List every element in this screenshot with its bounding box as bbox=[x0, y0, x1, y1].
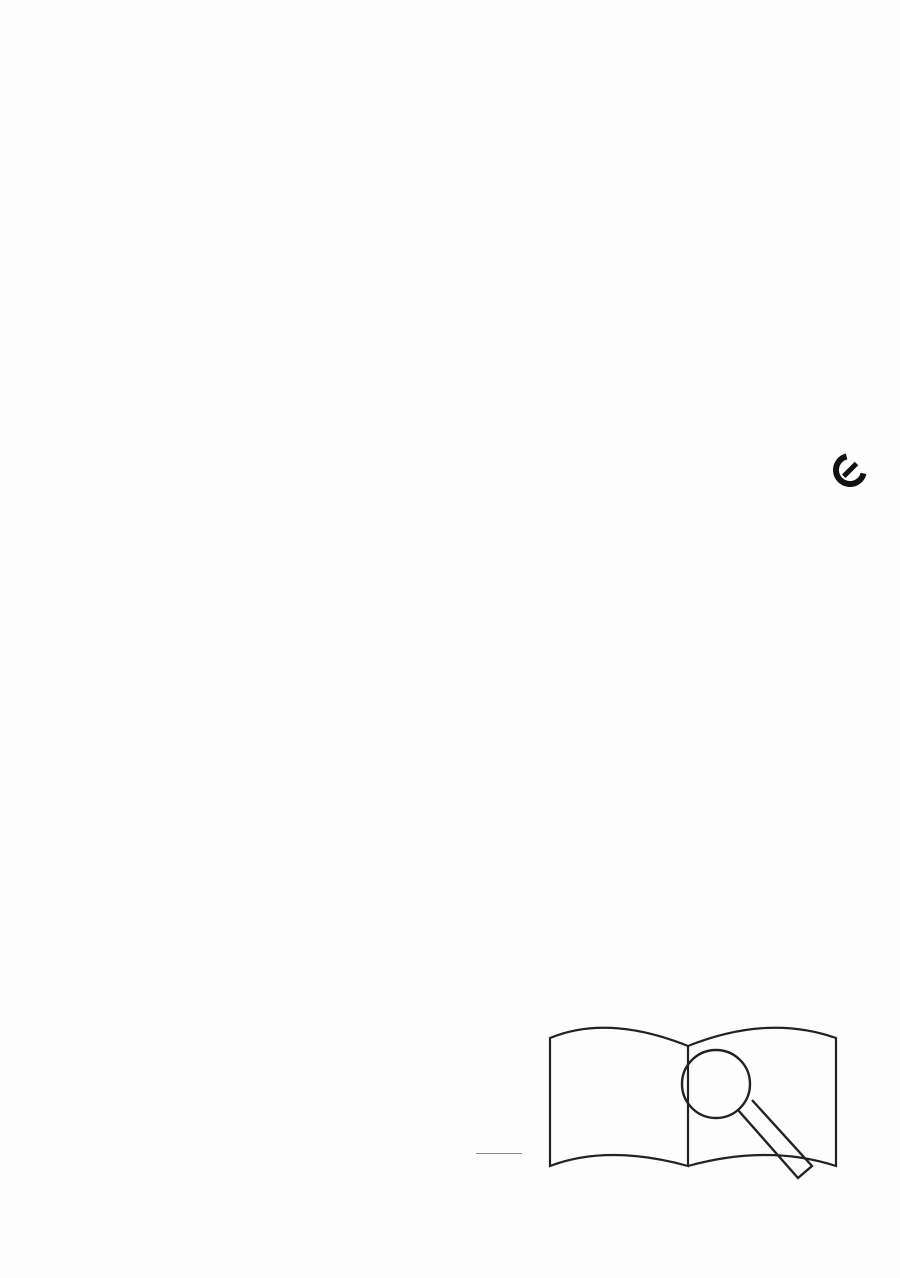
left-column bbox=[78, 126, 450, 144]
carus-logo-icon bbox=[820, 444, 877, 501]
right-column bbox=[476, 126, 848, 144]
footnote-rule bbox=[476, 1153, 522, 1154]
book-magnifier-icon bbox=[548, 1016, 838, 1186]
